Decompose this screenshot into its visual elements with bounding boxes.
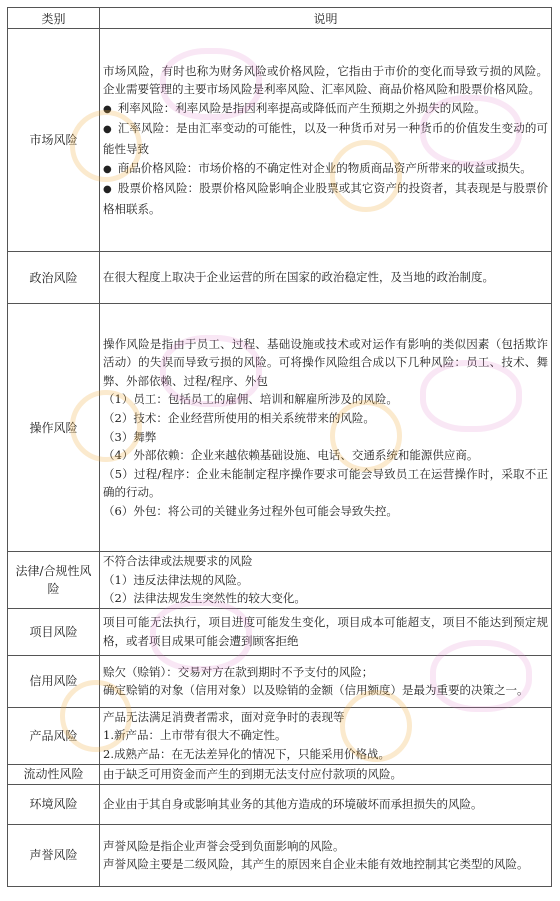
description-line: （2）法律法规发生突然性的较大变化。 bbox=[103, 591, 306, 606]
description-line: 企业由于其自身或影响其业务的其他方造成的环境破坏而承担损失的风险。 bbox=[103, 796, 483, 811]
description-line: （6）外包：将公司的关键业务过程外包可能会导致失控。 bbox=[103, 503, 398, 518]
table-row bbox=[8, 252, 552, 304]
risk-description bbox=[100, 824, 552, 886]
description-line: （2）技术：企业经营所使用的相关系统带来的风险。 bbox=[103, 410, 375, 425]
description-line: （1）违反法律法规的风险。 bbox=[103, 572, 249, 587]
description-line: 不符合法律或法规要求的风险 bbox=[103, 554, 253, 568]
risk-category: 信用风险 bbox=[8, 655, 100, 707]
description-line: 在很大程度上取决于企业运营的所在国家的政治稳定性，及当地的政治制度。 bbox=[103, 270, 494, 285]
table-row bbox=[8, 655, 552, 707]
table-row bbox=[8, 784, 552, 824]
header-description: 说明 bbox=[100, 8, 552, 29]
table-row bbox=[8, 552, 552, 609]
risk-category: 环境风险 bbox=[8, 784, 100, 824]
bullet-line: ● 利率风险：利率风险是指因利率提高或降低而产生预期之外损失的风险。 bbox=[103, 99, 548, 120]
risk-category: 流动性风险 bbox=[8, 764, 100, 784]
description-line: （5）过程/程序：企业未能制定程序操作要求可能会导致员工在运营操作时，采取不正确的行动。 bbox=[103, 466, 548, 500]
table-row bbox=[8, 824, 552, 886]
risk-description bbox=[100, 304, 552, 552]
description-line: （3）舞弊 bbox=[103, 429, 157, 444]
header-row bbox=[8, 8, 552, 29]
table-row bbox=[8, 304, 552, 552]
risk-description bbox=[100, 707, 552, 764]
risk-description bbox=[100, 252, 552, 304]
risk-category: 项目风险 bbox=[8, 608, 100, 655]
risk-description bbox=[100, 655, 552, 707]
description-line: 产品无法满足消费者需求，面对竞争时的表现等 bbox=[103, 709, 345, 724]
bullet-line: ● 商品价格风险：市场价格的不确定性对企业的物质商品资产所带来的收益或损失。 bbox=[103, 159, 548, 180]
description-line: 由于缺乏可用资金而产生的到期无法支付应付款项的风险。 bbox=[103, 766, 402, 781]
table-row bbox=[8, 608, 552, 655]
header-category: 类别 bbox=[8, 8, 100, 29]
description-line: 操作风险是指由于员工、过程、基础设施或技术或对运作有影响的类似因素（包括欺诈活动）的失误而导致亏损的风险。可将操作风险组合成以下几种风险：员工、技术、舞弊、外部依赖、过程/程序、外包 bbox=[103, 336, 548, 388]
risk-description bbox=[100, 784, 552, 824]
risk-category: 产品风险 bbox=[8, 707, 100, 764]
description-line: 市场风险，有时也称为财务风险或价格风险，它指由于市价的变化而导致亏损的风险。企业需要管理的主要市场风险是利率风险、汇率风险、商品价格风险和股票价格风险。 bbox=[103, 63, 548, 97]
risk-category: 政治风险 bbox=[8, 252, 100, 304]
table-row bbox=[8, 707, 552, 764]
risk-category: 市场风险 bbox=[8, 29, 100, 252]
description-line: 声誉风险是指企业声誉会受到负面影响的风险。 bbox=[103, 838, 345, 853]
risk-description bbox=[100, 608, 552, 655]
description-line: 项目可能无法执行，项目进度可能发生变化，项目成本可能超支，项目不能达到预定规格，或者项目成果可能会遭到顾客拒绝 bbox=[103, 615, 548, 648]
description-line: 1.新产品：上市带有很大不确定性。 bbox=[103, 728, 287, 743]
risk-category: 声誉风险 bbox=[8, 824, 100, 886]
description-line: 确定赊销的对象（信用对象）以及赊销的金额（信用额度）是最为重要的决策之一。 bbox=[103, 683, 529, 698]
description-line: 声誉风险主要是二级风险，其产生的原因来自企业未能有效地控制其它类型的风险。 bbox=[103, 857, 529, 872]
bullet-line: ● 股票价格风险：股票价格风险影响企业股票或其它资产的投资者，其表现是与股票价格相联系。 bbox=[103, 179, 548, 218]
description-line: （4）外部依赖：企业来越依赖基础设施、电话、交通系统和能源供应商。 bbox=[103, 448, 479, 463]
risk-description bbox=[100, 552, 552, 609]
description-line: 2.成熟产品：在无法差异化的情况下，只能采用价格战。 bbox=[103, 747, 390, 762]
risk-description bbox=[100, 29, 552, 252]
risk-table bbox=[7, 7, 552, 887]
table-row bbox=[8, 764, 552, 784]
risk-description bbox=[100, 764, 552, 784]
risk-category: 操作风险 bbox=[8, 304, 100, 552]
description-line: 赊欠（赊销）：交易对方在款到期时不予支付的风险； bbox=[103, 664, 374, 679]
bullet-line: ● 汇率风险：是由汇率变动的可能性，以及一种货币对另一种货币的价值发生变动的可能性导致 bbox=[103, 119, 548, 158]
risk-category: 法律/合规性风险 bbox=[8, 552, 100, 609]
table-row bbox=[8, 29, 552, 252]
description-line: （1）员工：包括员工的雇佣、培训和解雇所涉及的风险。 bbox=[103, 392, 398, 407]
